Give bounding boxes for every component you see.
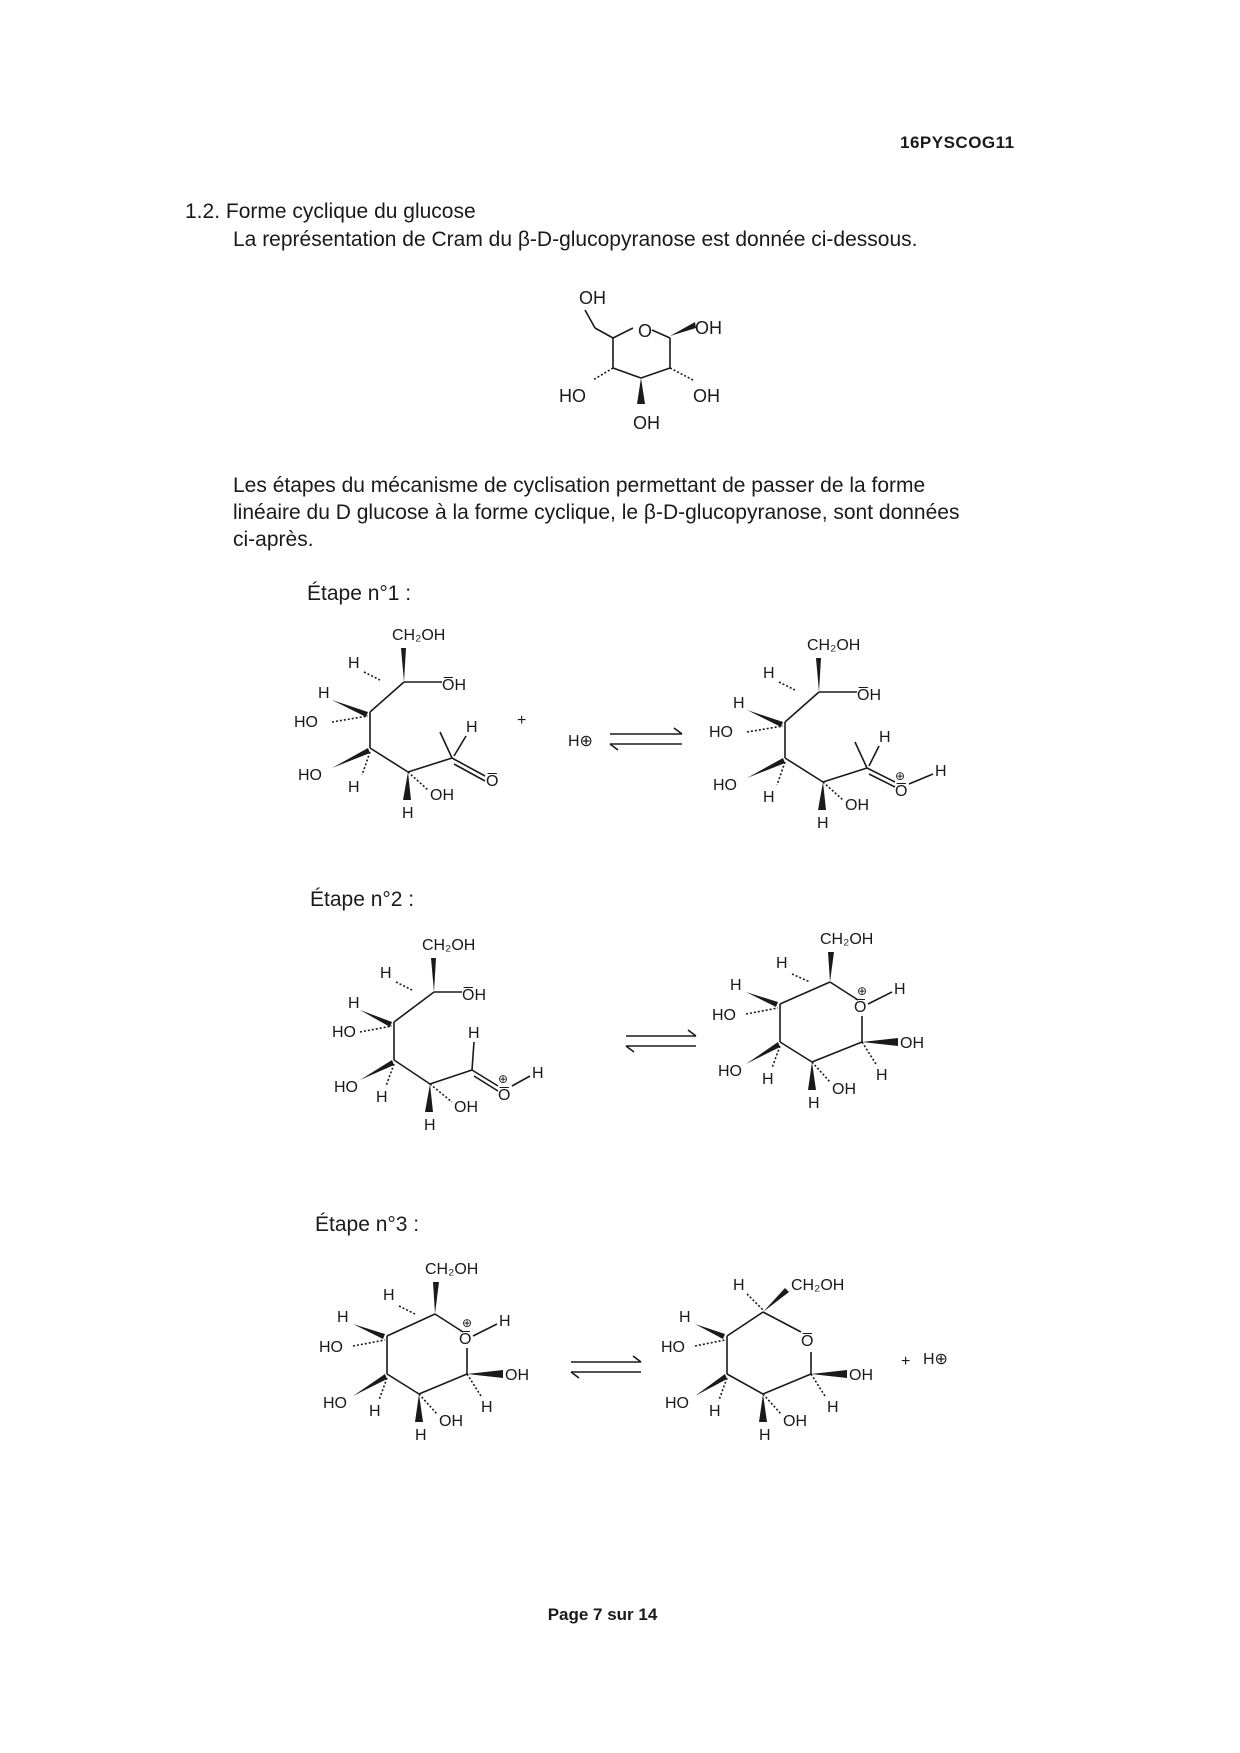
label-oh-lp: O̅H: [442, 677, 466, 694]
label-h: H: [827, 1399, 839, 1416]
step-3-reactant-molecule: [319, 1261, 529, 1444]
label-h: H: [499, 1313, 511, 1330]
label-ch2oh: CH₂OH: [807, 637, 861, 654]
label-h: H: [369, 1403, 381, 1420]
label-oh: OH: [439, 1413, 463, 1430]
label-oplus: ⊕: [857, 984, 868, 998]
label-ho: HO: [718, 1063, 742, 1080]
label-oh: OH: [505, 1367, 529, 1384]
label-h: H: [402, 805, 414, 822]
label-h: H: [733, 695, 745, 712]
document-reference: 16PYSCOG11: [900, 133, 1015, 152]
label-h: H: [337, 1309, 349, 1326]
mechanism-text-line1: Les étapes du mécanisme de cyclisation permettant de passer de la forme: [233, 474, 926, 497]
label-h: H: [762, 1071, 774, 1088]
label-proton: H⊕: [568, 733, 593, 750]
label-h: H: [733, 1277, 745, 1294]
label-ho: HO: [661, 1339, 685, 1356]
step-2-product-molecule: [712, 931, 924, 1112]
step-1-reactant-molecule: [294, 627, 498, 822]
step-2-reactant-molecule: [332, 937, 544, 1134]
section-intro: La représentation de Cram du β-D-glucopyranose est donnée ci-dessous.: [233, 228, 918, 251]
mechanism-text-line3: ci-après.: [233, 528, 314, 551]
label-h: H: [468, 1025, 480, 1042]
label-oplus: ⊕: [498, 1072, 509, 1086]
label-oh: OH: [849, 1367, 873, 1384]
label-oplus: ⊕: [895, 769, 906, 783]
label-h: H: [935, 763, 947, 780]
label-h: H: [348, 779, 360, 796]
mechanism-text-line2: linéaire du D glucose à la forme cyclique, le β-D-glucopyranose, sont données: [233, 501, 960, 524]
label-h: H: [879, 729, 891, 746]
equilibrium-arrow-2: [626, 1030, 696, 1052]
label-h: H: [817, 815, 829, 832]
label-o-lp: O̅: [498, 1087, 511, 1104]
label-h: H: [380, 965, 392, 982]
label-ch2oh: CH₂OH: [425, 1261, 479, 1278]
plus-sign: +: [517, 712, 527, 729]
plus-sign: +: [901, 1353, 911, 1370]
label-h: H: [318, 685, 330, 702]
label-ho: HO: [332, 1024, 356, 1041]
label-oh: OH: [454, 1099, 478, 1116]
step-1-reaction-diagram: [280, 620, 980, 840]
step-2-reaction-diagram: [320, 930, 960, 1160]
label-h: H: [424, 1117, 436, 1134]
label-ring-o: O: [638, 321, 653, 341]
label-ho: HO: [294, 714, 318, 731]
label-ch2oh: CH₂OH: [820, 931, 874, 948]
label-h: H: [730, 977, 742, 994]
label-oh: OH: [783, 1413, 807, 1430]
label-h: H: [709, 1403, 721, 1420]
label-ho: HO: [709, 724, 733, 741]
label-h: H: [376, 1089, 388, 1106]
label-h: H: [763, 665, 775, 682]
label-ho: HO: [319, 1339, 343, 1356]
label-h: H: [763, 789, 775, 806]
step-3-reaction-diagram: [315, 1258, 975, 1458]
label-o-lp: O̅: [895, 783, 908, 800]
step-1-product-molecule: [709, 637, 947, 832]
label-oh-lp: O̅H: [462, 987, 486, 1004]
step-3-label: Étape n°3 :: [315, 1213, 420, 1236]
label-h: H: [776, 955, 788, 972]
label-h: H: [466, 719, 478, 736]
label-ho: HO: [713, 777, 737, 794]
label-h: H: [808, 1095, 820, 1112]
label-ch2oh: CH₂OH: [791, 1277, 845, 1294]
label-h: H: [876, 1067, 888, 1084]
label-oh: OH: [430, 787, 454, 804]
label-oh: OH: [832, 1081, 856, 1098]
label-h: H: [348, 655, 360, 672]
label-h: H: [415, 1427, 427, 1444]
section-title: 1.2. Forme cyclique du glucose: [185, 200, 476, 223]
page-number: Page 7 sur 14: [547, 1605, 658, 1624]
label-ho: HO: [712, 1007, 736, 1024]
equilibrium-arrow-1: [610, 728, 682, 750]
label-ho: HO: [334, 1079, 358, 1096]
label-h: H: [759, 1427, 771, 1444]
step-2-label: Étape n°2 :: [310, 888, 415, 911]
label-proton: H⊕: [923, 1351, 948, 1368]
label-oh-lp: O̅H: [857, 687, 881, 704]
step-1-label: Étape n°1 :: [307, 582, 412, 605]
label-oh-anomeric: OH: [695, 318, 722, 338]
label-o-lp: O̅: [854, 999, 867, 1016]
label-ho: HO: [665, 1395, 689, 1412]
label-h: H: [894, 981, 906, 998]
label-h: H: [383, 1287, 395, 1304]
label-ho-left: HO: [559, 386, 586, 406]
label-ch2oh: CH₂OH: [392, 627, 446, 644]
label-ho: HO: [323, 1395, 347, 1412]
label-h: H: [348, 995, 360, 1012]
label-ch2oh: CH₂OH: [422, 937, 476, 954]
step-3-product-molecule: [661, 1277, 873, 1444]
glucopyranose-cram-diagram: [555, 280, 755, 450]
label-o-lp: O̅: [801, 1333, 814, 1350]
equilibrium-arrow-3: [571, 1356, 641, 1378]
label-oh: OH: [845, 797, 869, 814]
label-h: H: [532, 1065, 544, 1082]
label-o-lp: O̅: [459, 1331, 472, 1348]
label-o-lp: O̅: [486, 773, 499, 790]
label-oh: OH: [900, 1035, 924, 1052]
label-ho: HO: [298, 767, 322, 784]
label-oplus: ⊕: [462, 1316, 473, 1330]
label-h: H: [481, 1399, 493, 1416]
label-h: H: [679, 1309, 691, 1326]
label-oh-bottom: OH: [633, 413, 660, 433]
label-oh-right: OH: [693, 386, 720, 406]
label-oh-top: OH: [579, 288, 606, 308]
